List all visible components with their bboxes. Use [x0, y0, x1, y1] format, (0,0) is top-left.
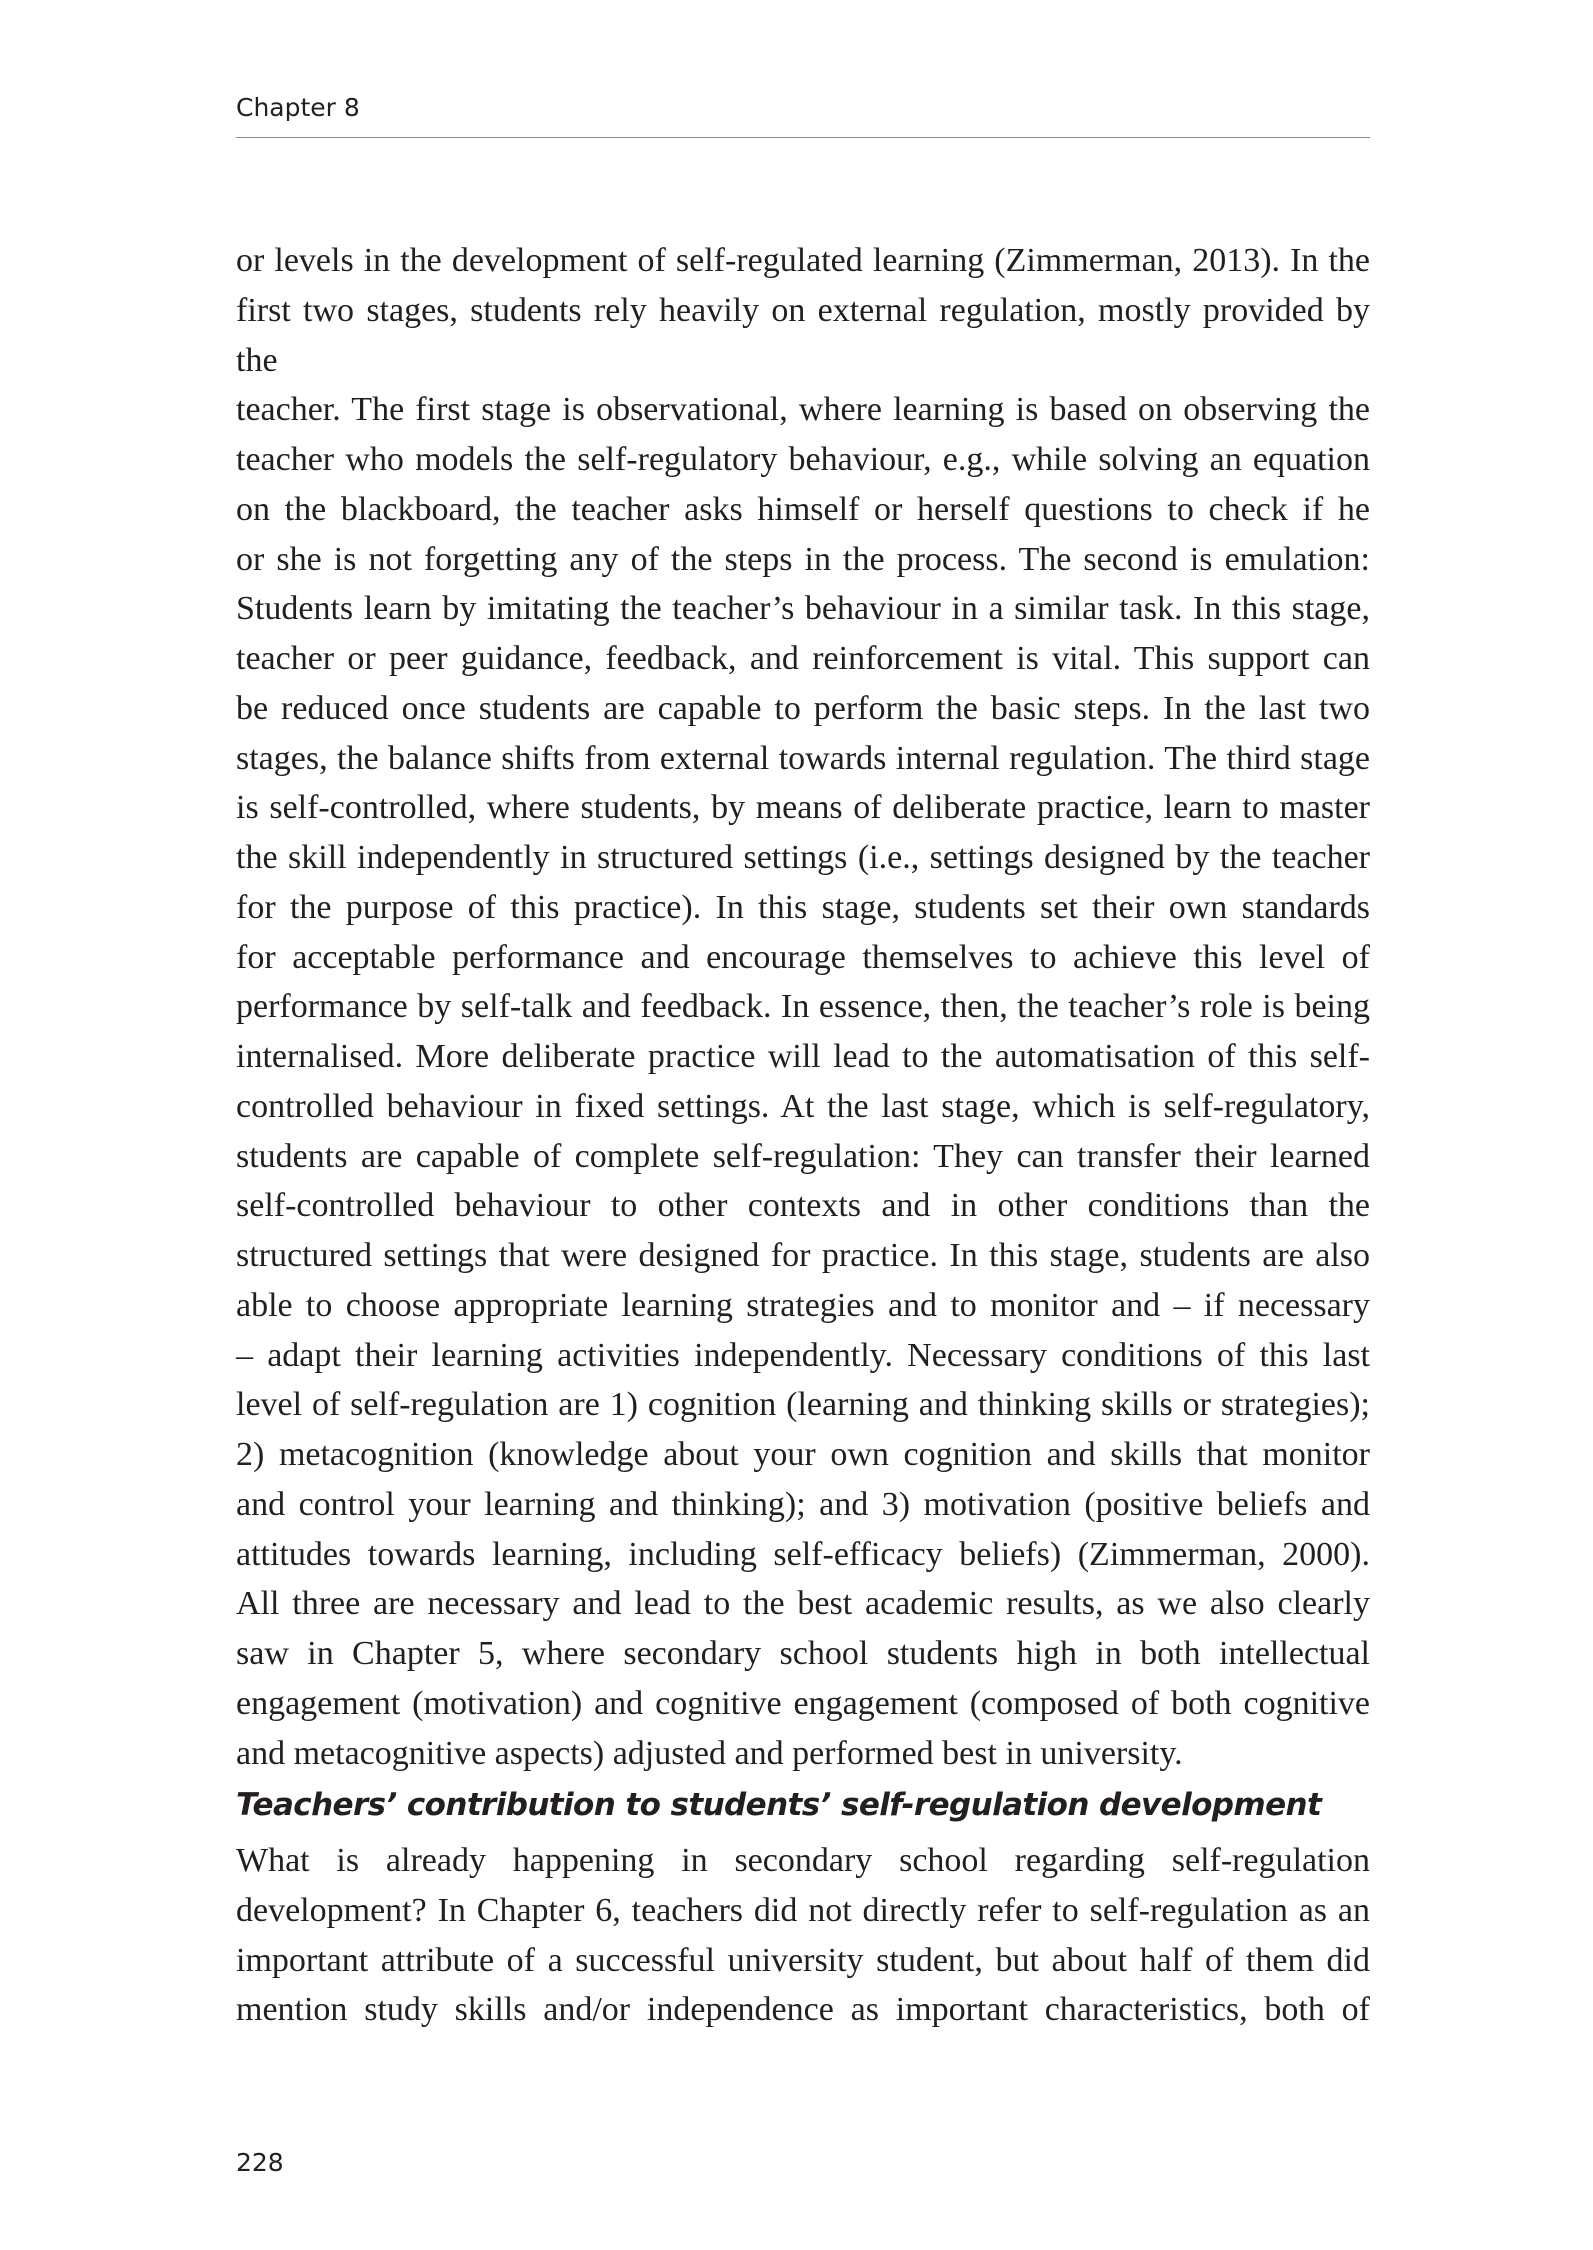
text-line: or levels in the development of self-regulated learning (Zimmerman, 2013). In the: [236, 242, 1370, 279]
text-line: What is already happening in secondary school regarding self-regulation: [236, 1842, 1370, 1879]
text-line: 2) metacognition (knowledge about your own cognition and skills that monitor: [236, 1436, 1370, 1473]
text-line: be reduced once students are capable to perform the basic steps. In the last two: [236, 689, 1370, 727]
text-line: first two stages, students rely heavily on external regulation, mostly provided by the: [236, 291, 1370, 379]
text-line: students are capable of complete self-regulation: They can transfer their learned: [236, 1137, 1370, 1175]
running-head: Chapter 8: [236, 93, 360, 122]
text-line: on the blackboard, the teacher asks himself or herself questions to check if he: [236, 490, 1370, 528]
body-paragraph-1: [236, 236, 1370, 1778]
text-line: attitudes towards learning, including self-efficacy beliefs) (Zimmerman, 2000).: [236, 1535, 1370, 1573]
text-line: important attribute of a successful university student, but about half of them did: [236, 1941, 1370, 1979]
text-line: and metacognitive aspects) adjusted and performed best in university.: [236, 1734, 1183, 1772]
text-line: structured settings that were designed for practice. In this stage, students are also: [236, 1237, 1370, 1274]
text-line: stages, the balance shifts from external towards internal regulation. The third stage: [236, 739, 1370, 777]
section-heading: Teachers’ contribution to students’ self-regulation development: [236, 1787, 1322, 1823]
text-line: saw in Chapter 5, where secondary school students high in both intellectual: [236, 1635, 1370, 1672]
text-line: teacher who models the self-regulatory behaviour, e.g., while solving an equation: [236, 441, 1370, 478]
text-line: mention study skills and/or independence as important characteristics, both of: [236, 1991, 1370, 2029]
text-line: Students learn by imitating the teacher’s behaviour in a similar task. In this stage,: [236, 590, 1370, 628]
text-line: level of self-regulation are 1) cognition (learning and thinking skills or strategies);: [236, 1386, 1370, 1424]
text-line: performance by self-talk and feedback. In essence, then, the teacher’s role is being: [236, 988, 1370, 1026]
text-line: for the purpose of this practice). In this stage, students set their own standards: [236, 888, 1370, 926]
body-paragraph-2: [236, 1836, 1370, 2035]
text-line: controlled behaviour in fixed settings. At the last stage, which is self-regulatory,: [236, 1087, 1370, 1125]
text-line: – adapt their learning activities independently. Necessary conditions of this last: [236, 1336, 1370, 1374]
text-line: development? In Chapter 6, teachers did not directly refer to self-regulation as an: [236, 1891, 1370, 1929]
text-line: engagement (motivation) and cognitive engagement (composed of both cognitive: [236, 1684, 1370, 1722]
text-line: All three are necessary and lead to the best academic results, as we also clearly: [236, 1585, 1370, 1623]
text-line: or she is not forgetting any of the steps in the process. The second is emulation:: [236, 540, 1370, 578]
text-line: and control your learning and thinking); and 3) motivation (positive beliefs and: [236, 1485, 1370, 1523]
text-line: is self-controlled, where students, by means of deliberate practice, learn to master: [236, 789, 1370, 827]
text-line: teacher. The first stage is observational, where learning is based on observing the: [236, 391, 1370, 429]
text-line: internalised. More deliberate practice will lead to the automatisation of this self-: [236, 1038, 1370, 1075]
text-line: self-controlled behaviour to other contexts and in other conditions than the: [236, 1187, 1370, 1225]
header-rule: [236, 137, 1370, 138]
text-line: teacher or peer guidance, feedback, and reinforcement is vital. This support can: [236, 640, 1370, 677]
text-line: for acceptable performance and encourage themselves to achieve this level of: [236, 938, 1370, 976]
text-line: able to choose appropriate learning strategies and to monitor and – if necessary: [236, 1286, 1370, 1324]
page-number: 228: [236, 2148, 284, 2177]
text-line: the skill independently in structured settings (i.e., settings designed by the teacher: [236, 839, 1370, 876]
